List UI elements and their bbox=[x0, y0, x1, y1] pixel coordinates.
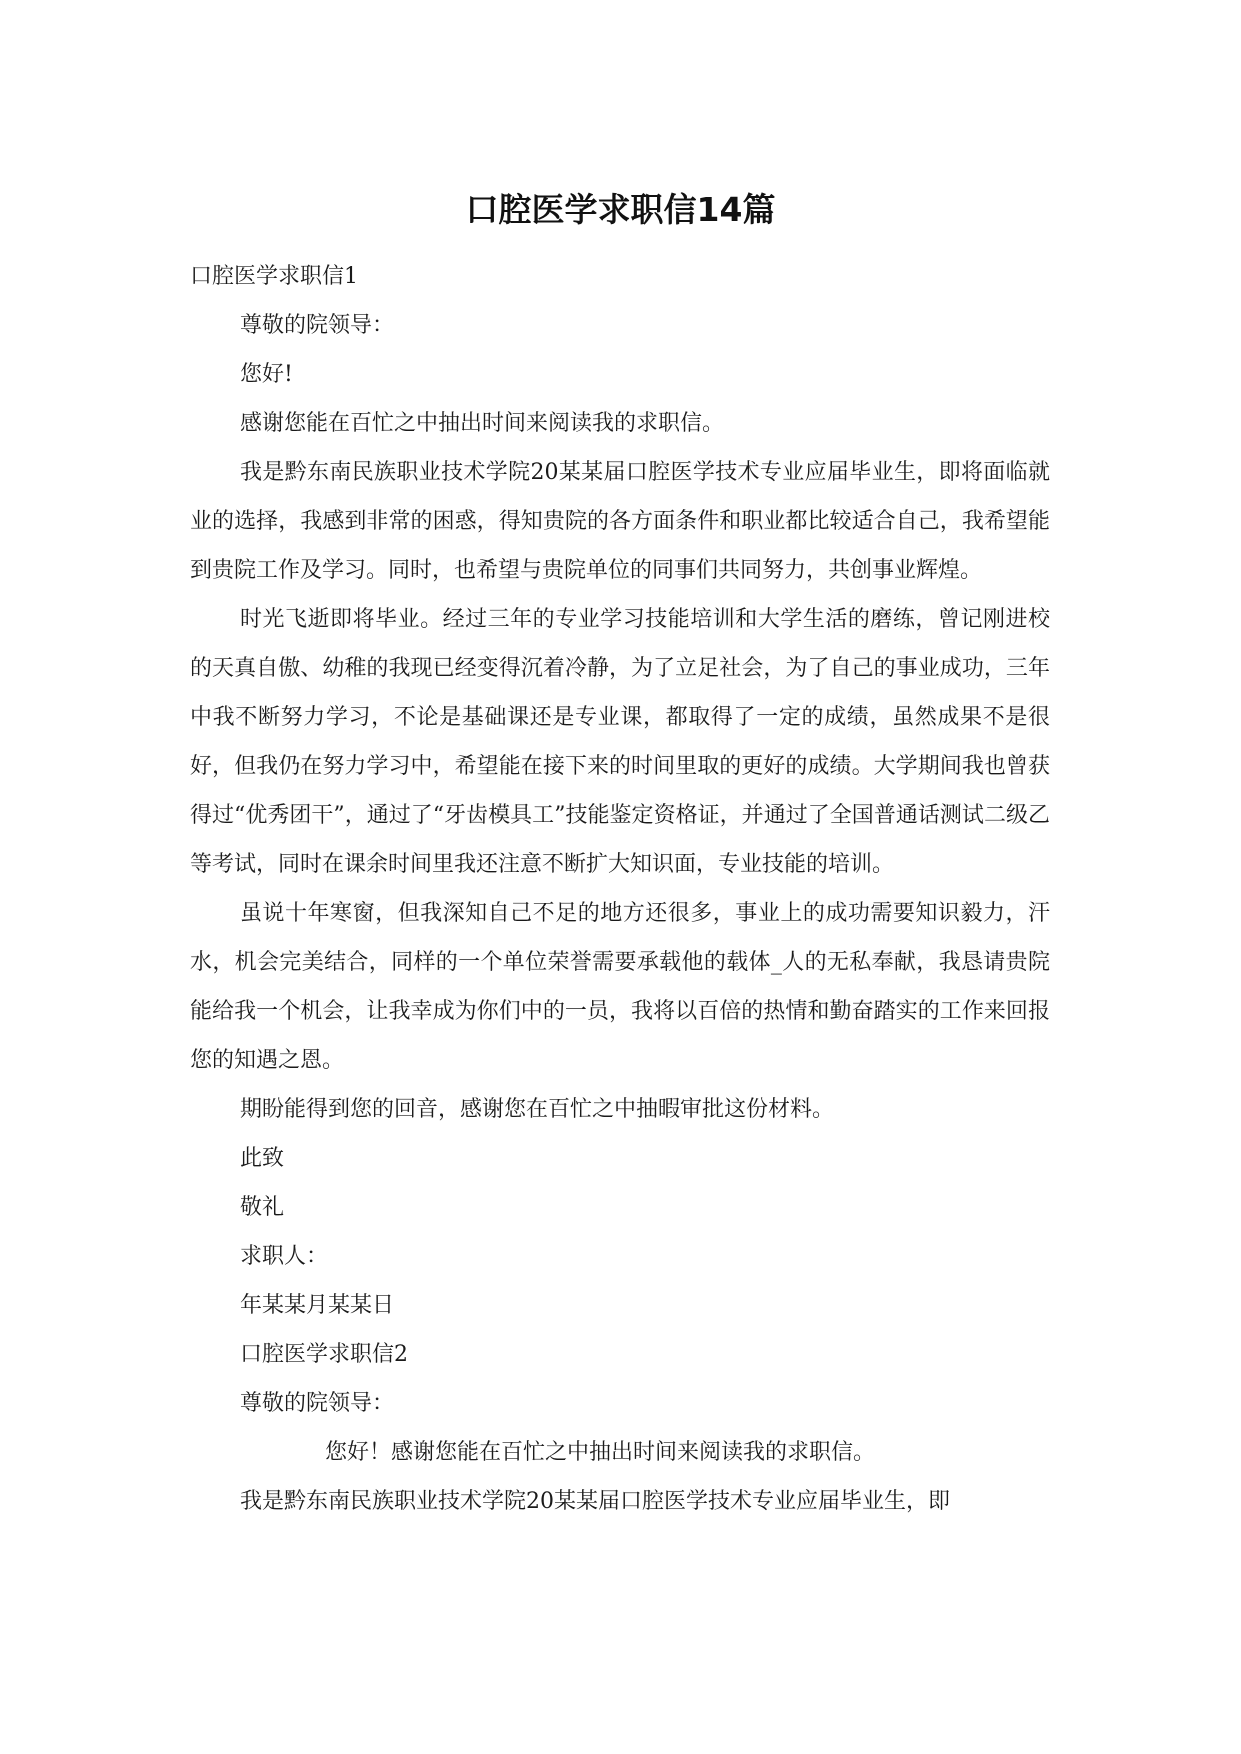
letter1-heading: 口腔医学求职信1 bbox=[190, 264, 358, 289]
letter1-paragraph-5: 期盼能得到您的回音，感谢您在百忙之中抽暇审批这份材料。 bbox=[240, 1097, 835, 1122]
letter1-greeting: 您好! bbox=[240, 362, 293, 387]
letter1-closing-2: 敬礼 bbox=[240, 1195, 285, 1220]
letter1-closing-1: 此致 bbox=[240, 1146, 285, 1171]
letter1-paragraph-3: 时光飞逝即将毕业。经过三年的专业学习技能培训和大学生活的磨练，曾记刚进校的天真自傲、幼稚的我现已经变得沉着冷静，为了立足社会，为了自己的事业成功，三年中我不断努力学习，不论是基础课还是专业课，都取得了一定的成绩，虽然成果不是很好，但我仍在努力学习中，希望能在接下来的时间里取的更好的成绩。大学期间我也曾获得过“优秀团干”，通过了“牙齿模具工”技能鉴定资格证，并通过了全国普通话测试二级乙等考试，同时在课余时间里我还注意不断扩大知识面，专业技能的培训。 bbox=[190, 607, 1050, 877]
letter1-salutation: 尊敬的院领导： bbox=[240, 313, 395, 338]
letter2-paragraph-1: 我是黔东南民族职业技术学院20某某届口腔医学技术专业应届毕业生，即 bbox=[240, 1489, 950, 1514]
letter1-signature: 求职人： bbox=[240, 1244, 329, 1269]
letter2-heading: 口腔医学求职信2 bbox=[240, 1342, 408, 1367]
document-title: 口腔医学求职信14篇 bbox=[465, 190, 776, 229]
document-body bbox=[190, 252, 1050, 1526]
letter1-paragraph-2: 我是黔东南民族职业技术学院20某某届口腔医学技术专业应届毕业生，即将面临就业的选择，我感到非常的困惑，得知贵院的各方面条件和职业都比较适合自己，我希望能到贵院工作及学习。同时，也希望与贵院单位的同事们共同努力，共创事业辉煌。 bbox=[190, 460, 1050, 583]
letter1-paragraph-4: 虽说十年寒窗，但我深知自己不足的地方还很多，事业上的成功需要知识毅力，汗水，机会完美结合，同样的一个单位荣誉需要承载他的载体_人的无私奉献，我恳请贵院能给我一个机会，让我幸成为你们中的一员，我将以百倍的热情和勤奋踏实的工作来回报您的知遇之恩。 bbox=[190, 901, 1050, 1073]
letter1-paragraph-1: 感谢您能在百忙之中抽出时间来阅读我的求职信。 bbox=[240, 411, 725, 436]
letter2-greeting: 您好！感谢您能在百忙之中抽出时间来阅读我的求职信。 bbox=[325, 1440, 876, 1465]
letter1-date: 年某某月某某日 bbox=[240, 1293, 395, 1318]
letter2-salutation: 尊敬的院领导： bbox=[240, 1391, 395, 1416]
